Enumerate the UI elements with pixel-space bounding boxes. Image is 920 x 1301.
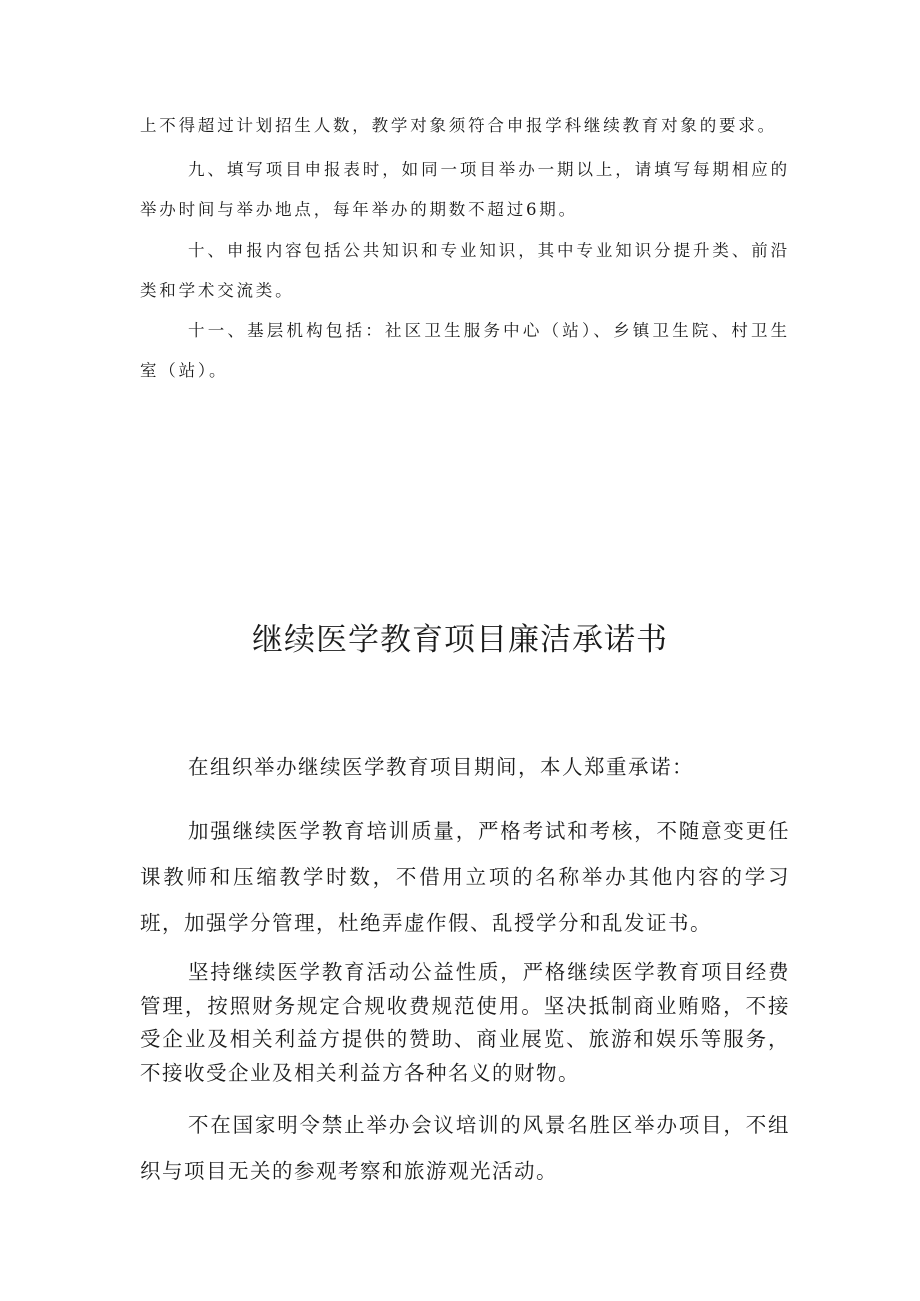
pledge-paragraph-1: 加强继续医学教育培训质量，严格考试和考核，不随意变更任课教师和压缩教学时数，不借用立项的名称举办其他内容的学习班，加强学分管理，杜绝弄虚作假、乱授学分和乱发证书。 xyxy=(140,819,790,935)
note-item-8-tail: 上不得超过计划招生人数，教学对象须符合申报学科继续教育对象的要求。 xyxy=(140,116,777,135)
note-item-11: 十一、基层机构包括：社区卫生服务中心（站）、乡镇卫生院、村卫生室（站）。 xyxy=(140,321,790,380)
note-item-9: 九、填写项目申报表时，如同一项目举办一期以上，请填写每期相应的举办时间与举办地点，每年举办的期数不超过6期。 xyxy=(140,160,790,219)
pledge-title: 继续医学教育项目廉洁承诺书 xyxy=(252,622,668,658)
pledge-paragraph-2: 坚持继续医学教育活动公益性质，严格继续医学教育项目经费管理，按照财务规定合规收费规范使用。坚决抵制商业贿赂，不接受企业及相关利益方提供的赞助、商业展览、旅游和娱乐等服务，不接收受企业及相关利益方各种名义的财物。 xyxy=(140,960,790,1085)
pledge-intro: 在组织举办继续医学教育项目期间，本人郑重承诺： xyxy=(188,755,694,779)
note-item-10: 十、申报内容包括公共知识和专业知识，其中专业知识分提升类、前沿类和学术交流类。 xyxy=(140,241,790,300)
pledge-paragraph-3: 不在国家明令禁止举办会议培训的风景名胜区举办项目，不组织与项目无关的参观考察和旅游观光活动。 xyxy=(140,1113,790,1183)
